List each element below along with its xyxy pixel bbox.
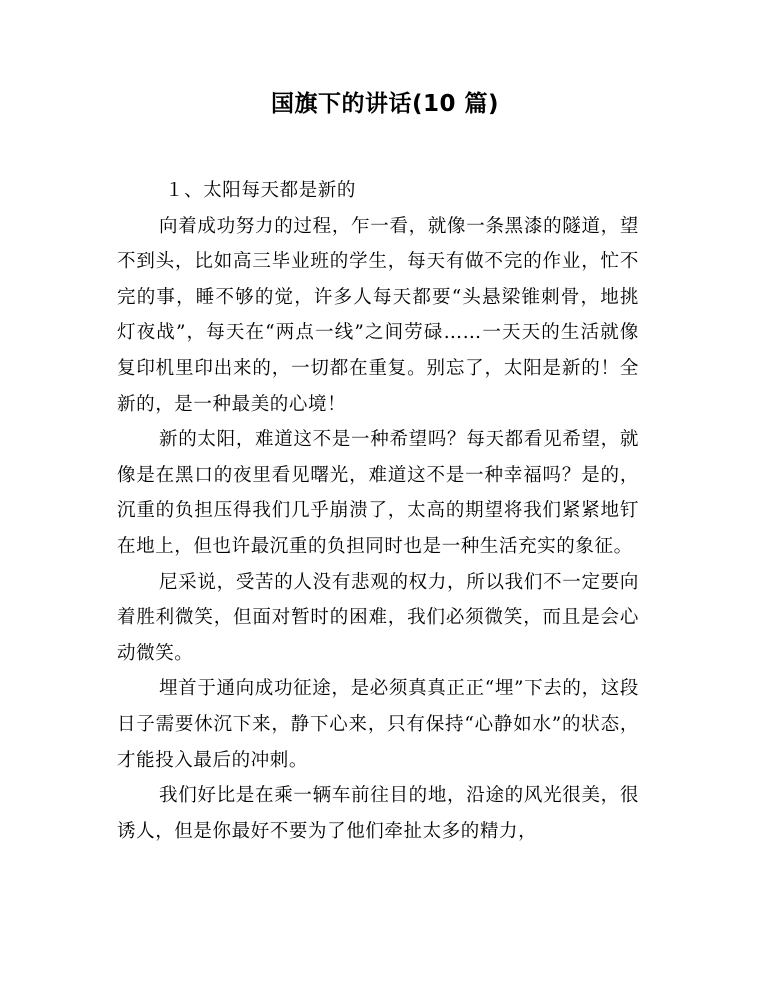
paragraph: 尼采说，受苦的人没有悲观的权力，所以我们不一定要向着胜利微笑，但面对暂时的困难，我们必须微笑，而且是会心动微笑。 bbox=[117, 571, 639, 664]
paragraph: 我们好比是在乘一辆车前往目的地，沿途的风光很美，很诱人，但是你最好不要为了他们牵扯太多的精力， bbox=[117, 785, 639, 842]
document-title: 国旗下的讲话(10 篇) bbox=[270, 91, 500, 117]
paragraph: 向着成功努力的过程，乍一看，就像一条黑漆的隧道，望不到头，比如高三毕业班的学生，每天有做不完的作业，忙不完的事，睡不够的觉，许多人每天都要“头悬梁锥刺骨，地挑灯夜战”，每天在“两点一线”之间劳碌……一天天的生活就像复印机里印出来的，一切都在重复。别忘了，太阳是新的！全新的，是一种最美的心境！ bbox=[117, 215, 639, 415]
section-heading: １、太阳每天都是新的 bbox=[165, 180, 357, 201]
paragraph: 埋首于通向成功征途，是必须真真正正“埋”下去的，这段日子需要休沉下来，静下心来，只有保持“心静如水”的状态，才能投入最后的冲刺。 bbox=[117, 678, 639, 771]
paragraph: 新的太阳，难道这不是一种希望吗？每天都看见希望，就像是在黑口的夜里看见曙光，难道这不是一种幸福吗？是的，沉重的负担压得我们几乎崩溃了，太高的期望将我们紧紧地钉在地上，但也许最沉重的负担同时也是一种生活充实的象征。 bbox=[117, 429, 639, 557]
document-body bbox=[117, 173, 639, 849]
